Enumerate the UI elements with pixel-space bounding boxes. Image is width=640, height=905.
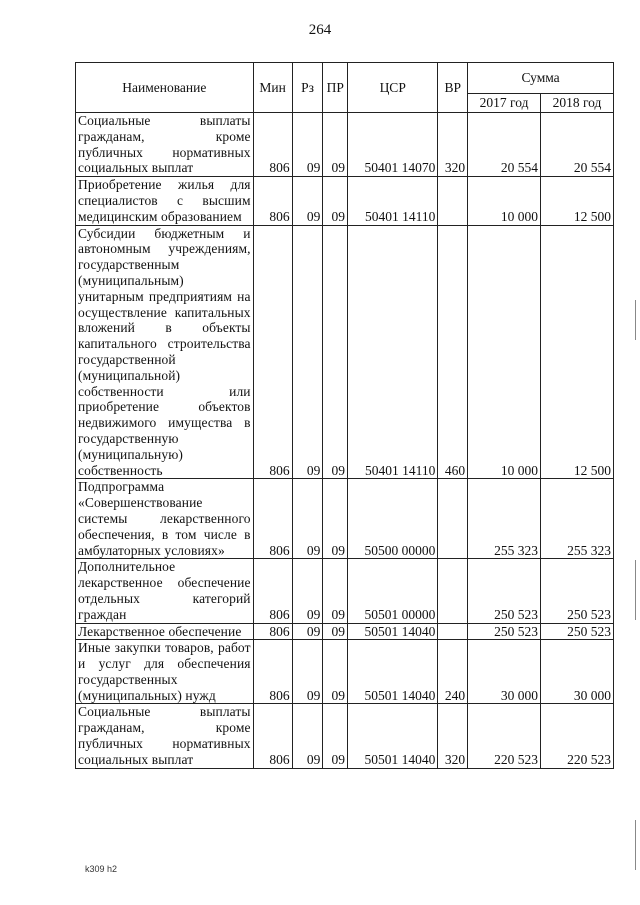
cell-sum-2017: 30 000 [468, 640, 541, 704]
cell-vr: 240 [438, 640, 468, 704]
cell-rz: 09 [292, 177, 323, 225]
cell-name: Социальные выплаты гражданам, кроме публичных нормативных социальных выплат [76, 113, 254, 177]
cell-rz: 09 [292, 225, 323, 479]
budget-table [75, 62, 614, 769]
table-row [76, 113, 614, 177]
table-row [76, 559, 614, 623]
cell-min: 806 [253, 623, 292, 640]
cell-name: Дополнительное лекарственное обеспечение отдельных категорий граждан [76, 559, 254, 623]
cell-sum-2018: 220 523 [541, 704, 614, 768]
cell-pr: 09 [323, 640, 348, 704]
cell-sum-2017: 255 323 [468, 479, 541, 559]
cell-vr [438, 479, 468, 559]
cell-min: 806 [253, 559, 292, 623]
cell-name: Подпрограмма «Совершенствование системы лекарственного обеспечения, в том числе в амбулаторных условиях» [76, 479, 254, 559]
cell-vr: 320 [438, 704, 468, 768]
header-vr: ВР [438, 63, 468, 113]
cell-rz: 09 [292, 559, 323, 623]
cell-sum-2018: 20 554 [541, 113, 614, 177]
header-pr: ПР [323, 63, 348, 113]
header-min: Мин [253, 63, 292, 113]
header-name: Наименование [76, 63, 254, 113]
cell-min: 806 [253, 177, 292, 225]
cell-min: 806 [253, 479, 292, 559]
cell-sum-2018: 30 000 [541, 640, 614, 704]
header-2017: 2017 год [468, 94, 541, 113]
cell-pr: 09 [323, 623, 348, 640]
cell-sum-2017: 20 554 [468, 113, 541, 177]
cell-pr: 09 [323, 177, 348, 225]
cell-vr: 320 [438, 113, 468, 177]
cell-name: Приобретение жилья для специалистов с высшим медицинским образованием [76, 177, 254, 225]
cell-csr: 50401 14110 [348, 177, 438, 225]
cell-sum-2017: 250 523 [468, 559, 541, 623]
cell-pr: 09 [323, 225, 348, 479]
table-row [76, 225, 614, 479]
table-row [76, 623, 614, 640]
scan-edge-mark [635, 300, 636, 340]
table-row [76, 704, 614, 768]
cell-sum-2018: 12 500 [541, 225, 614, 479]
cell-min: 806 [253, 704, 292, 768]
cell-csr: 50501 14040 [348, 623, 438, 640]
cell-rz: 09 [292, 640, 323, 704]
cell-pr: 09 [323, 479, 348, 559]
cell-sum-2017: 220 523 [468, 704, 541, 768]
scan-edge-mark [635, 560, 636, 620]
header-csr: ЦСР [348, 63, 438, 113]
table-body [76, 113, 614, 769]
cell-name: Социальные выплаты гражданам, кроме публичных нормативных социальных выплат [76, 704, 254, 768]
cell-pr: 09 [323, 559, 348, 623]
cell-sum-2018: 250 523 [541, 623, 614, 640]
cell-name: Иные закупки товаров, работ и услуг для обеспечения государственных (муниципальных) нужд [76, 640, 254, 704]
cell-rz: 09 [292, 479, 323, 559]
table-row [76, 479, 614, 559]
cell-sum-2017: 250 523 [468, 623, 541, 640]
cell-csr: 50501 14040 [348, 704, 438, 768]
table-row [76, 640, 614, 704]
scan-edge-mark [635, 820, 636, 870]
cell-vr: 460 [438, 225, 468, 479]
page-number: 264 [308, 22, 332, 38]
cell-min: 806 [253, 113, 292, 177]
cell-vr [438, 623, 468, 640]
cell-pr: 09 [323, 704, 348, 768]
header-rz: Рз [292, 63, 323, 113]
cell-vr [438, 559, 468, 623]
cell-sum-2018: 250 523 [541, 559, 614, 623]
header-sum: Сумма [468, 63, 614, 94]
cell-name: Субсидии бюджетным и автономным учреждениям, государственным (муниципальным) унитарным предприятиям на осуществление капитальных вложений в объекты капитального строительства государственной (муниципальной) собственности или приобретение объектов недвижимого имущества в государственную (муниципальную) собственность [76, 225, 254, 479]
cell-name: Лекарственное обеспечение [76, 623, 254, 640]
cell-csr: 50401 14110 [348, 225, 438, 479]
cell-sum-2017: 10 000 [468, 177, 541, 225]
cell-csr: 50500 00000 [348, 479, 438, 559]
footer-code: k309 h2 [85, 864, 118, 874]
cell-csr: 50501 14040 [348, 640, 438, 704]
cell-rz: 09 [292, 704, 323, 768]
cell-min: 806 [253, 225, 292, 479]
header-2018: 2018 год [541, 94, 614, 113]
cell-sum-2017: 10 000 [468, 225, 541, 479]
cell-csr: 50501 00000 [348, 559, 438, 623]
cell-min: 806 [253, 640, 292, 704]
cell-sum-2018: 255 323 [541, 479, 614, 559]
table-row [76, 177, 614, 225]
cell-rz: 09 [292, 623, 323, 640]
cell-vr [438, 177, 468, 225]
cell-sum-2018: 12 500 [541, 177, 614, 225]
cell-csr: 50401 14070 [348, 113, 438, 177]
cell-pr: 09 [323, 113, 348, 177]
cell-rz: 09 [292, 113, 323, 177]
